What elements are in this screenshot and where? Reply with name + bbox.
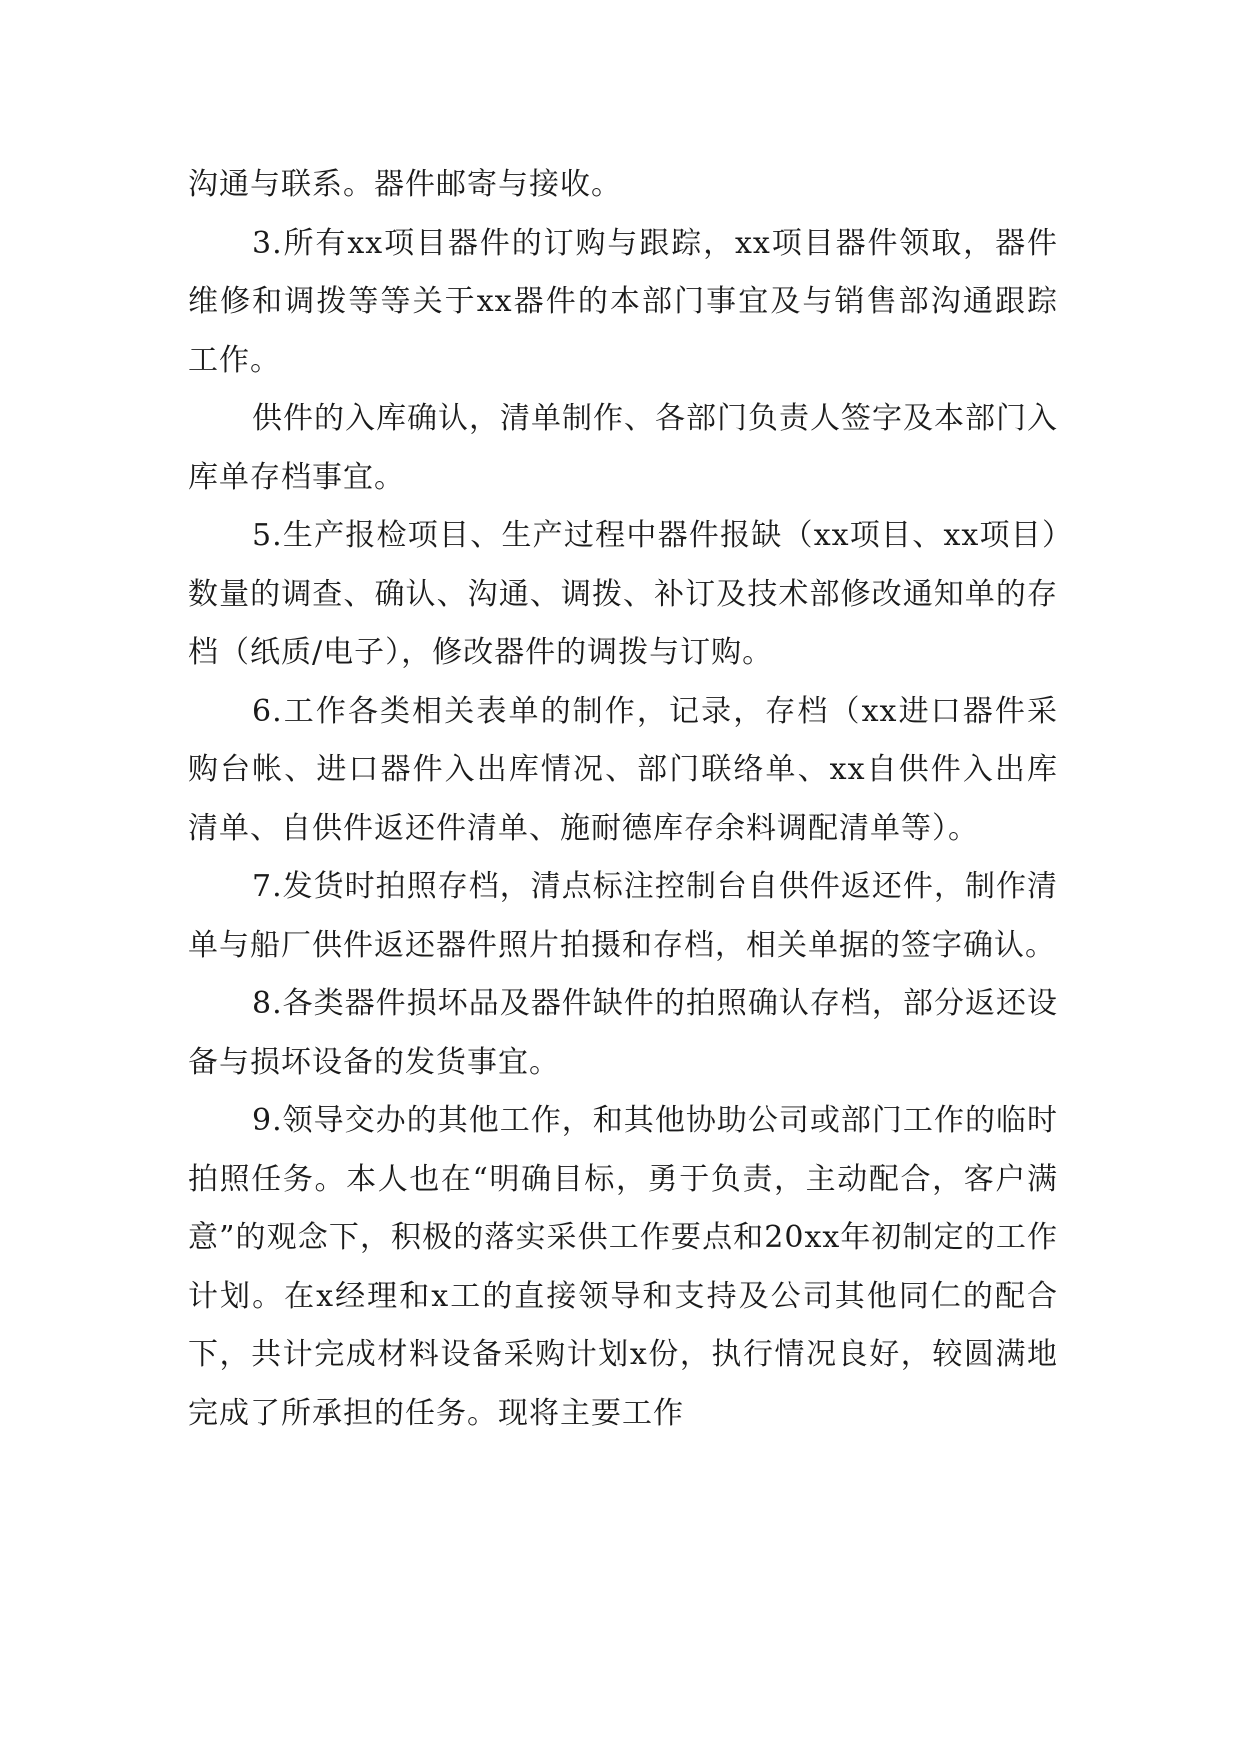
paragraph: 8.各类器件损坏品及器件缺件的拍照确认存档，部分返还设备与损坏设备的发货事宜。	[188, 986, 1058, 1080]
paragraph: 沟通与联系。器件邮寄与接收。	[188, 167, 622, 202]
paragraph: 9.领导交办的其他工作，和其他协助公司或部门工作的临时拍照任务。本人也在“明确目标，勇于负责，主动配合，客户满意”的观念下，积极的落实采供工作要点和20xx年初制定的工作计划。在x经理和x工的直接领导和支持及公司其他同仁的配合下，共计完成材料设备采购计划x份，执行情况良好，较圆满地完成了所承担的任务。现将主要工作	[188, 1103, 1058, 1431]
paragraph: 5.生产报检项目、生产过程中器件报缺（xx项目、xx项目）数量的调查、确认、沟通、调拨、补订及技术部修改通知单的存档（纸质/电子），修改器件的调拨与订购。	[188, 518, 1058, 670]
paragraph: 6.工作各类相关表单的制作，记录，存档（xx进口器件采购台帐、进口器件入出库情况、部门联络单、xx自供件入出库清单、自供件返还件清单、施耐德库存余料调配清单等）。	[188, 693, 1058, 846]
paragraph: 供件的入库确认，清单制作、各部门负责人签字及本部门入库单存档事宜。	[188, 401, 1058, 495]
paragraph: 3.所有xx项目器件的订购与跟踪，xx项目器件领取，器件维修和调拨等等关于xx器件的本部门事宜及与销售部沟通跟踪工作。	[188, 225, 1058, 378]
paragraph: 7.发货时拍照存档，清点标注控制台自供件返还件，制作清单与船厂供件返还器件照片拍摄和存档，相关单据的签字确认。	[188, 869, 1058, 963]
document-body	[188, 156, 1058, 1443]
